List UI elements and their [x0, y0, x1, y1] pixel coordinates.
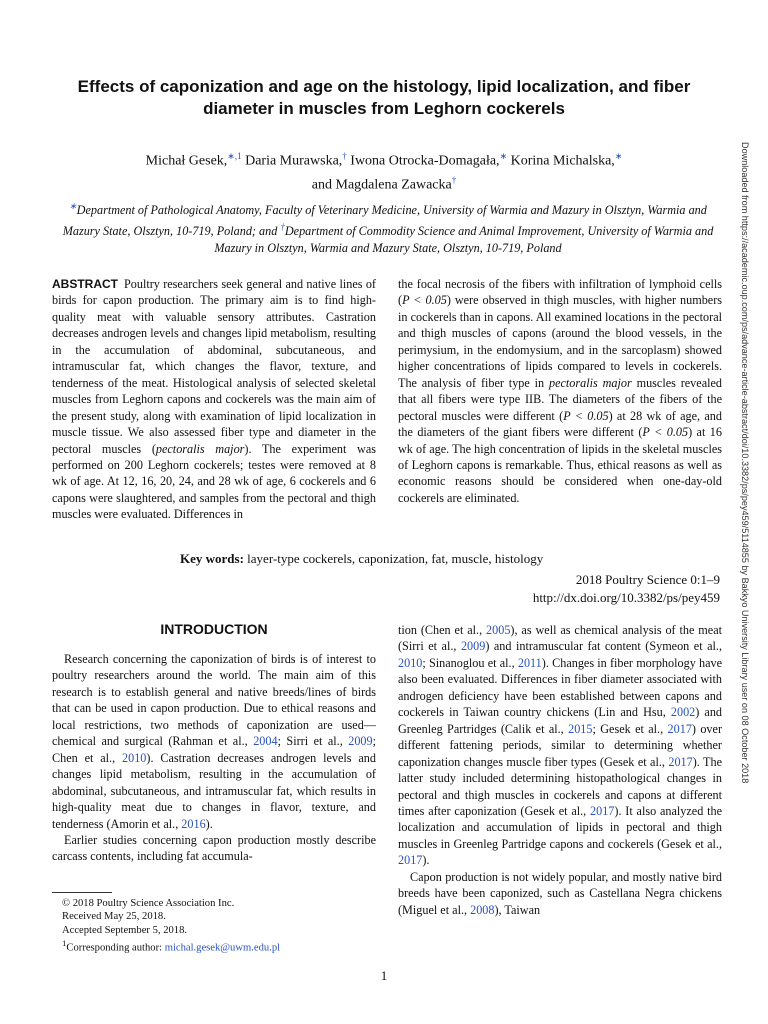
- citation-link[interactable]: 2011: [517, 655, 542, 670]
- abstract-text: ) at 28 wk of age, and the diameters of the giant fibers were different (: [398, 408, 722, 440]
- citation-link[interactable]: 2008: [470, 902, 495, 917]
- author-affil-mark[interactable]: ∗,1: [227, 151, 242, 161]
- author-name: Michał Gesek,: [145, 153, 228, 169]
- author-name: and Magdalena Zawacka: [311, 177, 452, 193]
- footnotes: [62, 897, 280, 955]
- corr-label: Corresponding author:: [66, 942, 165, 954]
- abstract-text: Poultry researchers seek general and native lines of birds for capon production. The primary aim is to find high-quality meat with valuable sensory attributes. Castration decreases androgen levels and changes lipid metabolism, resulting in the accumulation of abdominal, subcutaneous, and intramuscular fat, which changes the flavor, texture, and tenderness of the meat. Histological analysis of selected skeletal muscles from Leghorn capons and cockerels was the main aim of the present study, along with examination of lipid localization in muscle tissue. We also assessed fiber type and diameter in the pectoral muscles (: [52, 277, 376, 456]
- author-name: Iwona Otrocka-Domagała,: [346, 153, 500, 169]
- intro-paragraph: Capon production is not widely popular, and mostly native bird breeds have been caponized, such as Castellana Negra chickens (Miguel et al., 2008), Taiwan: [398, 869, 722, 917]
- author-affil-mark[interactable]: †: [342, 151, 347, 161]
- affil-mark: †: [280, 221, 285, 232]
- footnote-mark: 1: [62, 938, 67, 949]
- abstract-text: muscles revealed that all fibers were type IIB. The diameters of the fibers of the pectoral muscles were different (: [398, 375, 722, 423]
- author-affil-mark[interactable]: †: [451, 174, 457, 185]
- citation-link[interactable]: 2010: [122, 750, 147, 765]
- abstract-text: ). The experiment was performed on 200 Leghorn cockerels; testes were removed at 8 wk of age. At 12, 16, 20, 24, and 28 wk of age, 6 cockerels and 6 capons were slaughtered, and samples from the pectoral and thigh muscles were evaluated. Differences in: [52, 441, 376, 522]
- affiliation-text: Department of Commodity Science and Animal Improvement, University of Warmia and Mazury in Olsztyn, Warmia and Mazury State, Olsztyn, 10-719, Poland: [214, 223, 714, 255]
- doi-link[interactable]: http://dx.doi.org/10.3382/ps/pey459: [532, 590, 720, 605]
- p-value: P < 0.05: [642, 425, 689, 440]
- page-number: 1: [380, 968, 388, 983]
- p-value: P < 0.05: [402, 293, 447, 308]
- citation-link[interactable]: 2002: [670, 705, 696, 720]
- email-link[interactable]: michal.gesek@uwm.edu.pl: [164, 942, 281, 954]
- citation-link[interactable]: 2005: [486, 623, 511, 637]
- affiliations: [62, 198, 714, 256]
- download-watermark-text: Downloaded from https://academic.oup.com/ps/advance-article-abstract/doi/10.3382/ps/pey459/5114855 by Bakkyo University Library user on 08 October 2018: [740, 142, 750, 784]
- received-date: Received May 25, 2018.: [62, 911, 166, 923]
- citation-link[interactable]: 2016: [181, 816, 206, 831]
- keywords-text: layer-type cockerels, caponization, fat, muscle, histology: [243, 551, 544, 566]
- author-affil-mark[interactable]: ∗: [614, 151, 623, 161]
- author-affil-mark[interactable]: ∗: [499, 151, 508, 161]
- abstract-left-column: [52, 276, 376, 523]
- abstract-italic: pectoralis major: [155, 441, 245, 456]
- keywords-line: [180, 551, 543, 567]
- intro-paragraph: Earlier studies concerning capon production mostly describe carcass contents, including fat accumula-: [52, 832, 376, 864]
- author-name: Korina Michalska,: [507, 153, 615, 169]
- citation-link[interactable]: 2017: [667, 721, 692, 736]
- citation-link[interactable]: 2017: [668, 754, 693, 769]
- intro-right-column: [398, 622, 722, 918]
- citation-link[interactable]: 2009: [348, 734, 373, 749]
- article-title: Effects of caponization and age on the histology, lipid localization, and fiber diameter in muscles from Leghorn cockerels: [77, 77, 691, 118]
- corresponding-author: [62, 937, 280, 955]
- abstract-heading: ABSTRACT: [52, 277, 118, 291]
- keywords-label: Key words:: [180, 551, 244, 566]
- intro-paragraph: tion (Chen et al., 2005), as well as chemical analysis of the meat (Sirri et al., 2009) and intramuscular fat content (Symeon et al., 2010; Sinanoglou et al., 2011). Changes in fiber morphology have also been evaluated. Differences in fiber diameter associated with androgen deficiency have been established between capons and cockerels in Taiwan country chickens (Lin and Hsu, 2002) and Greenleg Partridges (Calik et al., 2015; Gesek et al., 2017) over different fattening periods, similar to determining whether caponization changes muscle fiber types (Gesek et al., 2017). The latter study included determining histopathological changes in pectoral and thigh muscles in cockerels and capons at different times after caponization (Gesek et al., 2017). It also analyzed the localization and accumulation of lipids in pectoral and thigh muscles in Greenleg Partridge capons and cockerels (Gesek et al., 2017).: [398, 623, 723, 868]
- footnote-divider: [52, 892, 112, 893]
- copyright-note: © 2018 Poultry Science Association Inc.: [62, 898, 235, 909]
- abstract-right-column: [398, 276, 722, 506]
- affiliation-text: Department of Pathological Anatomy, Faculty of Veterinary Medicine, University of Warmia and Mazury in Olsztyn, Warmia and Mazury State, Olsztyn, 10-719, Poland; and: [62, 203, 707, 238]
- citation-link[interactable]: 2015: [568, 721, 593, 736]
- citation-link[interactable]: 2017: [398, 853, 423, 868]
- citation-link[interactable]: 2009: [460, 639, 486, 654]
- citation-link[interactable]: 2004: [253, 734, 278, 749]
- download-watermark: [732, 142, 756, 1002]
- p-value: P < 0.05: [563, 408, 609, 423]
- intro-left-column: [52, 651, 376, 865]
- author-name: Daria Murawska,: [241, 153, 343, 169]
- abstract-text: the focal necrosis of the fibers with infiltration of lymphoid cells (: [398, 277, 722, 308]
- abstract-text: ) were observed in thigh muscles, with higher numbers in cockerels than in capons. All examined locations in the pectoral and thigh muscles of capons (around the blood vessels, in the perimysium, in the endomysium, and in the sarcoplasm) showed higher concentrations of lipids compared to levels in cockerels. The analysis of fiber type in: [398, 293, 723, 390]
- author-list: [40, 147, 728, 194]
- introduction-heading: INTRODUCTION: [160, 621, 268, 637]
- affil-mark: ∗: [69, 201, 77, 211]
- citation-link[interactable]: 2010: [398, 655, 423, 670]
- journal-citation: 2018 Poultry Science 0:1–9: [575, 572, 720, 587]
- abstract-text: ) at 16 wk of age. The high concentration of lipids in the skeletal muscles of Leghorn capons is remarkable. Thus, ethical reasons as well as economic reasons should be considered when one-day-old cockerels are eliminated.: [398, 425, 722, 505]
- citation-block: [533, 571, 720, 607]
- citation-link[interactable]: 2017: [590, 803, 615, 818]
- intro-paragraph: Research concerning the caponization of birds is of interest to poultry researchers around the world. The main aim of this research is to establish general and native breeds/lines of birds that can be used in capon production. Due to ethical reasons and local restrictions, two methods of caponization are used—chemical and surgical (Rahman et al., 2004; Sirri et al., 2009; Chen et al., 2010). Castration decreases androgen levels and changes lipid metabolism, resulting in the accumulation of abdominal, subcutaneous, and intramuscular fat, which results in high-quality meat due to changes in flavor, texture, and tenderness (Amorin et al., 2016).: [52, 652, 376, 831]
- abstract-italic: pectoralis major: [549, 375, 632, 390]
- accepted-date: Accepted September 5, 2018.: [62, 924, 188, 936]
